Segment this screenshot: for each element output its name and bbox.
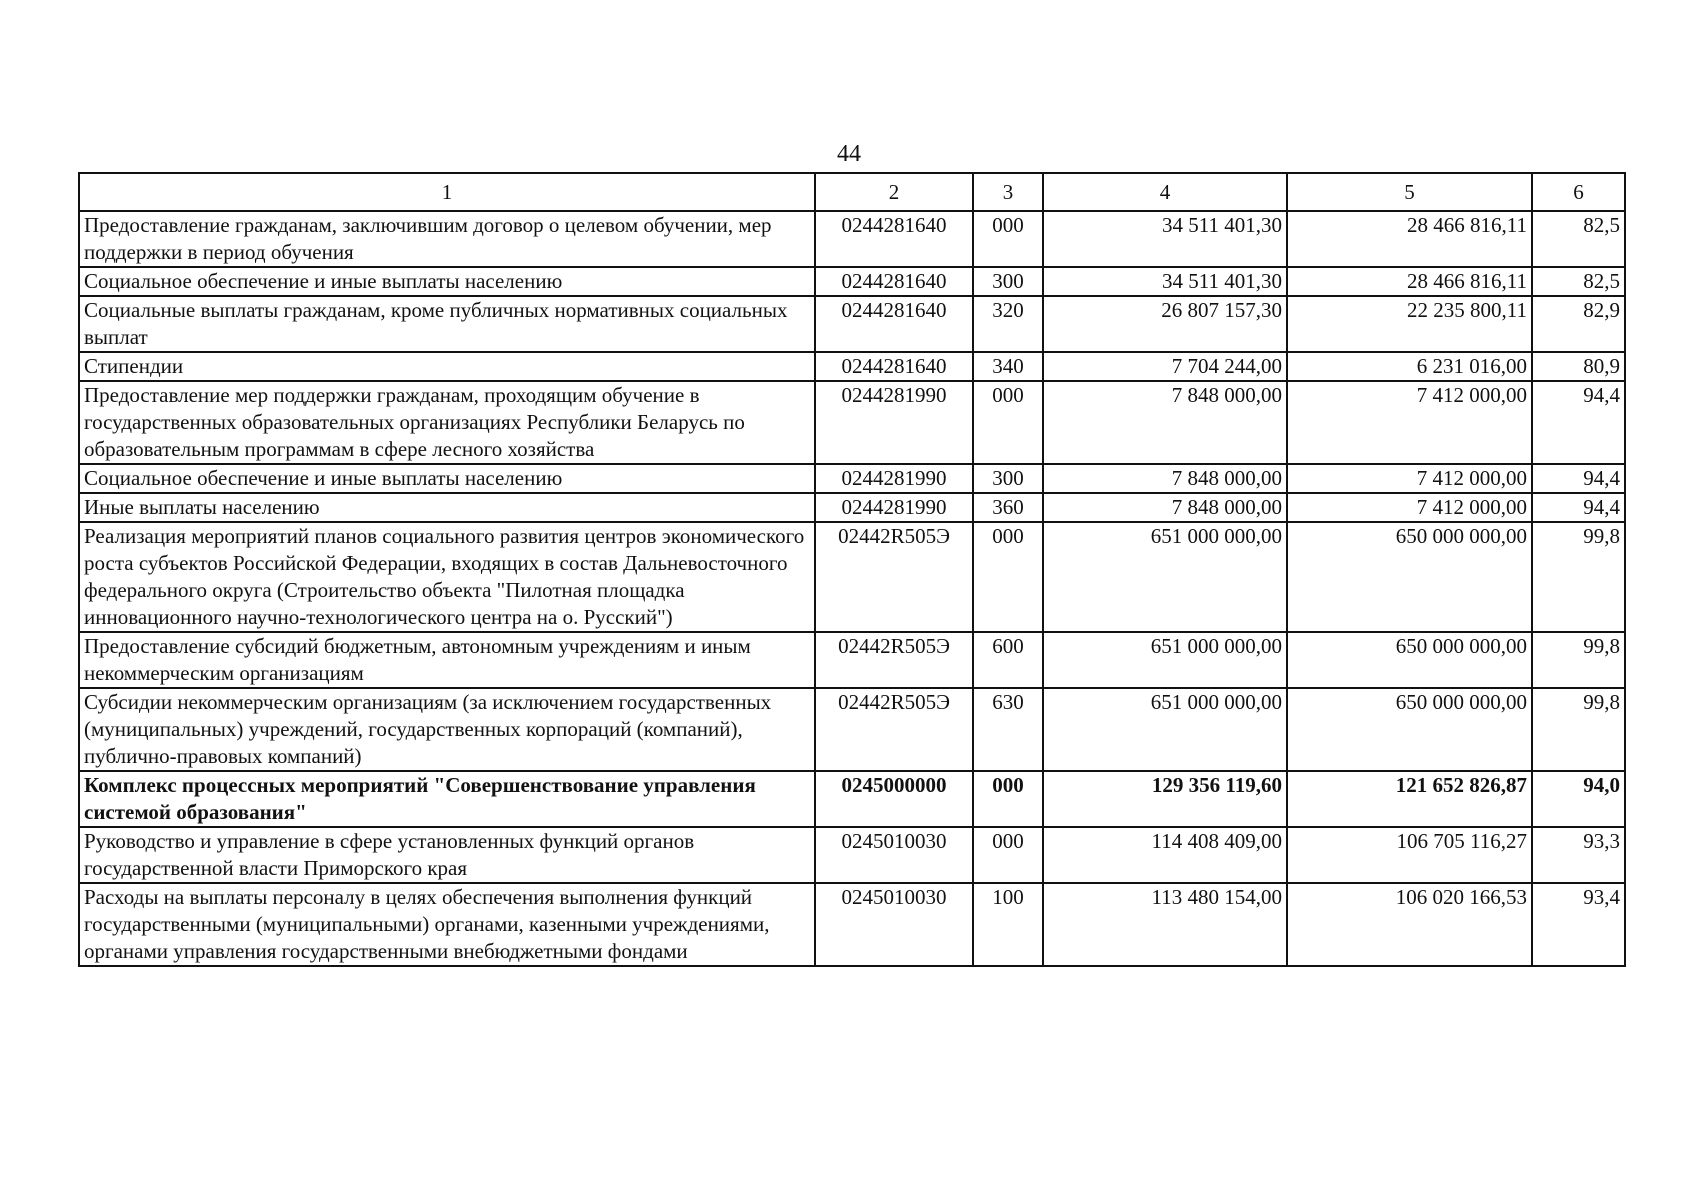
row-name: Иные выплаты населению: [79, 493, 815, 522]
table-row: [79, 827, 1625, 883]
table-row: [79, 632, 1625, 688]
table-row: [79, 883, 1625, 966]
row-code: 0244281640: [815, 211, 973, 267]
col-header-2: 2: [815, 173, 973, 211]
row-planned-amount: 651 000 000,00: [1043, 688, 1287, 771]
row-code: 0244281640: [815, 296, 973, 352]
col-header-3: 3: [973, 173, 1043, 211]
row-percent: 82,5: [1532, 211, 1625, 267]
row-expense-type: 000: [973, 381, 1043, 464]
row-actual-amount: 650 000 000,00: [1287, 522, 1532, 632]
table-row: [79, 522, 1625, 632]
table-row: [79, 381, 1625, 464]
row-percent: 93,3: [1532, 827, 1625, 883]
row-name: Предоставление мер поддержки гражданам, проходящим обучение в государственных образовательных организациях Республики Беларусь по образовательным программам в сфере лесного хозяйства: [79, 381, 815, 464]
row-code: 0244281990: [815, 381, 973, 464]
row-planned-amount: 7 704 244,00: [1043, 352, 1287, 381]
table-body: [79, 211, 1625, 966]
row-expense-type: 000: [973, 771, 1043, 827]
row-percent: 94,0: [1532, 771, 1625, 827]
row-planned-amount: 651 000 000,00: [1043, 522, 1287, 632]
row-expense-type: 000: [973, 211, 1043, 267]
col-header-4: 4: [1043, 173, 1287, 211]
row-percent: 99,8: [1532, 688, 1625, 771]
row-actual-amount: 28 466 816,11: [1287, 211, 1532, 267]
col-header-5: 5: [1287, 173, 1532, 211]
row-expense-type: 600: [973, 632, 1043, 688]
row-percent: 94,4: [1532, 381, 1625, 464]
row-planned-amount: 34 511 401,30: [1043, 211, 1287, 267]
row-code: 0244281990: [815, 493, 973, 522]
row-expense-type: 000: [973, 827, 1043, 883]
row-planned-amount: 26 807 157,30: [1043, 296, 1287, 352]
row-percent: 82,5: [1532, 267, 1625, 296]
table-row: [79, 296, 1625, 352]
row-name: Субсидии некоммерческим организациям (за исключением государственных (муниципальных) учреждений, государственных корпораций (компаний), публично-правовых компаний): [79, 688, 815, 771]
table-row: [79, 267, 1625, 296]
row-planned-amount: 7 848 000,00: [1043, 464, 1287, 493]
row-code: 0245010030: [815, 827, 973, 883]
row-expense-type: 340: [973, 352, 1043, 381]
row-actual-amount: 22 235 800,11: [1287, 296, 1532, 352]
row-actual-amount: 7 412 000,00: [1287, 493, 1532, 522]
row-expense-type: 630: [973, 688, 1043, 771]
row-code: 0244281640: [815, 352, 973, 381]
row-name: Расходы на выплаты персоналу в целях обеспечения выполнения функций государственными (муниципальными) органами, казенными учреждениями, органами управления государственными внебюджетными фондами: [79, 883, 815, 966]
row-actual-amount: 7 412 000,00: [1287, 381, 1532, 464]
row-percent: 94,4: [1532, 464, 1625, 493]
row-code: 02442R505Э: [815, 632, 973, 688]
row-planned-amount: 7 848 000,00: [1043, 381, 1287, 464]
row-name: Стипендии: [79, 352, 815, 381]
row-planned-amount: 129 356 119,60: [1043, 771, 1287, 827]
row-actual-amount: 106 705 116,27: [1287, 827, 1532, 883]
row-actual-amount: 28 466 816,11: [1287, 267, 1532, 296]
row-code: 02442R505Э: [815, 688, 973, 771]
page-number: 44: [837, 141, 861, 167]
row-planned-amount: 113 480 154,00: [1043, 883, 1287, 966]
row-expense-type: 000: [973, 522, 1043, 632]
row-expense-type: 360: [973, 493, 1043, 522]
row-actual-amount: 6 231 016,00: [1287, 352, 1532, 381]
row-actual-amount: 650 000 000,00: [1287, 632, 1532, 688]
row-code: 0245000000: [815, 771, 973, 827]
row-actual-amount: 7 412 000,00: [1287, 464, 1532, 493]
row-expense-type: 100: [973, 883, 1043, 966]
row-code: 0245010030: [815, 883, 973, 966]
row-expense-type: 300: [973, 267, 1043, 296]
row-planned-amount: 651 000 000,00: [1043, 632, 1287, 688]
row-planned-amount: 34 511 401,30: [1043, 267, 1287, 296]
table-row: [79, 464, 1625, 493]
row-percent: 93,4: [1532, 883, 1625, 966]
table-row: [79, 211, 1625, 267]
row-code: 02442R505Э: [815, 522, 973, 632]
row-planned-amount: 114 408 409,00: [1043, 827, 1287, 883]
table-row: [79, 771, 1625, 827]
row-percent: 82,9: [1532, 296, 1625, 352]
header-row: [79, 173, 1625, 211]
row-percent: 99,8: [1532, 632, 1625, 688]
table-row: [79, 688, 1625, 771]
col-header-1: 1: [79, 173, 815, 211]
row-name: Социальное обеспечение и иные выплаты населению: [79, 464, 815, 493]
row-actual-amount: 650 000 000,00: [1287, 688, 1532, 771]
row-code: 0244281640: [815, 267, 973, 296]
row-name: Социальные выплаты гражданам, кроме публичных нормативных социальных выплат: [79, 296, 815, 352]
row-name: Предоставление субсидий бюджетным, автономным учреждениям и иным некоммерческим организациям: [79, 632, 815, 688]
row-actual-amount: 121 652 826,87: [1287, 771, 1532, 827]
table-row: [79, 493, 1625, 522]
row-name: Руководство и управление в сфере установленных функций органов государственной власти Приморского края: [79, 827, 815, 883]
row-name: Комплекс процессных мероприятий "Совершенствование управления системой образования": [79, 771, 815, 827]
row-percent: 94,4: [1532, 493, 1625, 522]
row-percent: 80,9: [1532, 352, 1625, 381]
row-expense-type: 300: [973, 464, 1043, 493]
row-name: Социальное обеспечение и иные выплаты населению: [79, 267, 815, 296]
row-code: 0244281990: [815, 464, 973, 493]
row-planned-amount: 7 848 000,00: [1043, 493, 1287, 522]
row-percent: 99,8: [1532, 522, 1625, 632]
row-name: Предоставление гражданам, заключившим договор о целевом обучении, мер поддержки в период обучения: [79, 211, 815, 267]
row-name: Реализация мероприятий планов социального развития центров экономического роста субъектов Российской Федерации, входящих в состав Дальневосточного федерального округа (Строительство объекта "Пилотная площадка инновационного научно-технологического центра на о. Русский"): [79, 522, 815, 632]
budget-table: [78, 172, 1626, 967]
table-row: [79, 352, 1625, 381]
row-expense-type: 320: [973, 296, 1043, 352]
col-header-6: 6: [1532, 173, 1625, 211]
row-actual-amount: 106 020 166,53: [1287, 883, 1532, 966]
